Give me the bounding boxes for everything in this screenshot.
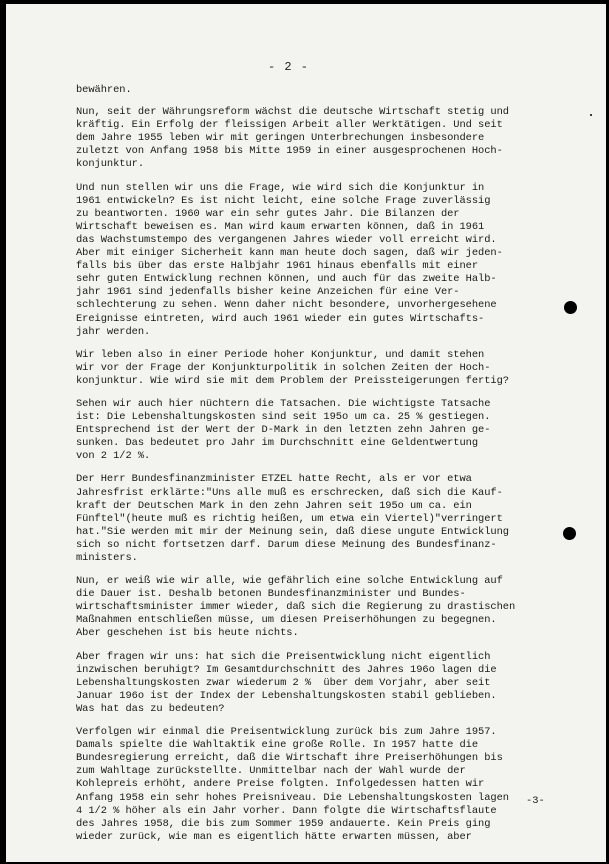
paragraph-4: Wir leben also in einer Periode hoher Konjunktur, und damit stehen wir vor der Frage der Konjunkturpolitik in solchen Zeiten der Hoch- konjunktur. Wie wird sie mit dem Problem der Preissteigerungen fertig? bbox=[76, 348, 509, 387]
paragraph-5: Sehen wir auch hier nüchtern die Tatsachen. Die wichtigste Tatsache ist: Die Lebenshaltungskosten sind seit 195o um ca. 25 % gestiegen. Entsprechend ist der Wert der D-Mark in den letzten zehn Jahren ge- sunken. Das bedeutet pro Jahr im Durchschnitt eine Geldentwertung von 2 1/2 %. bbox=[76, 397, 491, 463]
paragraph-7: Nun, er weiß wie wir alle, wie gefährlich eine solche Entwicklung auf die Dauer ist. Deshalb betonen Bundesfinanzminister und Bundes- wirtschaftsminister immer wieder, daß sich die Regierung zu drastischen Maßnahmen entschließen müsse, um diesen Preiserhöhungen zu begegnen. Aber geschehen ist bis heute nichts. bbox=[76, 575, 516, 640]
ink-speck bbox=[590, 114, 592, 116]
punch-hole-bottom bbox=[563, 527, 576, 540]
paragraph-3: Und nun stellen wir uns die Frage, wie wird sich die Konjunktur in 1961 entwickeln? Es ist nicht leicht, eine solche Frage zuverlässig zu beantworten. 1960 war ein sehr gutes Jahr. Die Bilanzen der Wirtschaft beweisen es. Man wird kaum erwarten können, daß in 1961 das Wachstumstempo des vergangenen Jahres wieder voll erreicht wird. Aber mit einiger Sicherheit kann man heute doch sagen, daß wir jeden- falls bis über das erste Halbjahr 1961 hinaus ebenfalls mit einer sehr guten Entwicklung rechnen können, und auch für das zweite Halb- jahr 1961 sind jedenfalls bisher keine Anzeichen für eine Ver- schlechterung zu sehen. Wenn daher nicht besondere, unvorhergesehene Ereignisse eintreten, wird auch 1961 wieder ein gutes Wirtschafts- jahr werden. bbox=[76, 181, 503, 338]
punch-hole-top bbox=[564, 301, 577, 314]
paragraph-1: bewähren. bbox=[76, 84, 132, 96]
catchword-next-page: -3- bbox=[526, 795, 545, 807]
page-number: - 2 - bbox=[267, 60, 309, 74]
paragraph-2: Nun, seit der Währungsreform wächst die deutsche Wirtschaft stetig und kräftig. Ein Erfolg der fleissigen Arbeit aller Werktätigen. Und seit dem Jahre 1955 leben wir mit geringen Unterbrechungen insbesondere zuletzt von Anfang 1958 bis Mitte 1959 in einer ausgesprochenen Hoch- konjunktur. bbox=[76, 106, 509, 171]
paragraph-8: Aber fragen wir uns: hat sich die Preisentwicklung nicht eigentlich inzwischen beruhigt? Im Gesamtdurchschnitt des Jahres 196o lagen die Lebenshaltungskosten zwar wiederum 2 % über dem Vorjahr, aber seit Januar 196o ist der Index der Lebenshaltungskosten stabil geblieben. Was hat das zu bedeuten? bbox=[76, 650, 497, 715]
body-text bbox=[76, 84, 568, 854]
typed-page bbox=[6, 4, 606, 862]
paragraph-6: Der Herr Bundesfinanzminister ETZEL hatte Recht, als er vor etwa Jahresfrist erklärte:"Uns alle muß es erschrecken, daß sich die Kauf- kraft der Deutschen Mark in den zehn Jahren seit 195o um ca. ein Fünftel"(heute muß es richtig heißen, um etwa ein Viertel)"verringert hat."Sie werden mit mir der Meinung sein, daß diese ungute Entwicklung sich so nicht fortsetzen darf. Darum diese Meinung des Bundesfinanz- ministers. bbox=[76, 473, 509, 564]
paragraph-9: Verfolgen wir einmal die Preisentwicklung zurück bis zum Jahre 1957. Damals spielte die Wahltaktik eine große Rolle. In 1957 hatte die Bundesregierung erreicht, daß die Wirtschaft ihre Preiserhöhungen bis zum Wahltage zurückstellte. Unmittelbar nach der Wahl wurde der Kohlepreis erhöht, andere Preise folgten. Infolgedessen hatten wir Anfang 1958 ein sehr hohes Preisniveau. Die Lebenshaltungskosten lagen 4 1/2 % höher als ein Jahr vorher. Dann folgte die Wirtschaftsflaute des Jahres 1958, die bis zum Sommer 1959 andauerte. Kein Preis ging wieder zurück, wie man es eigentlich hätte erwarten müssen, aber bbox=[76, 726, 509, 843]
